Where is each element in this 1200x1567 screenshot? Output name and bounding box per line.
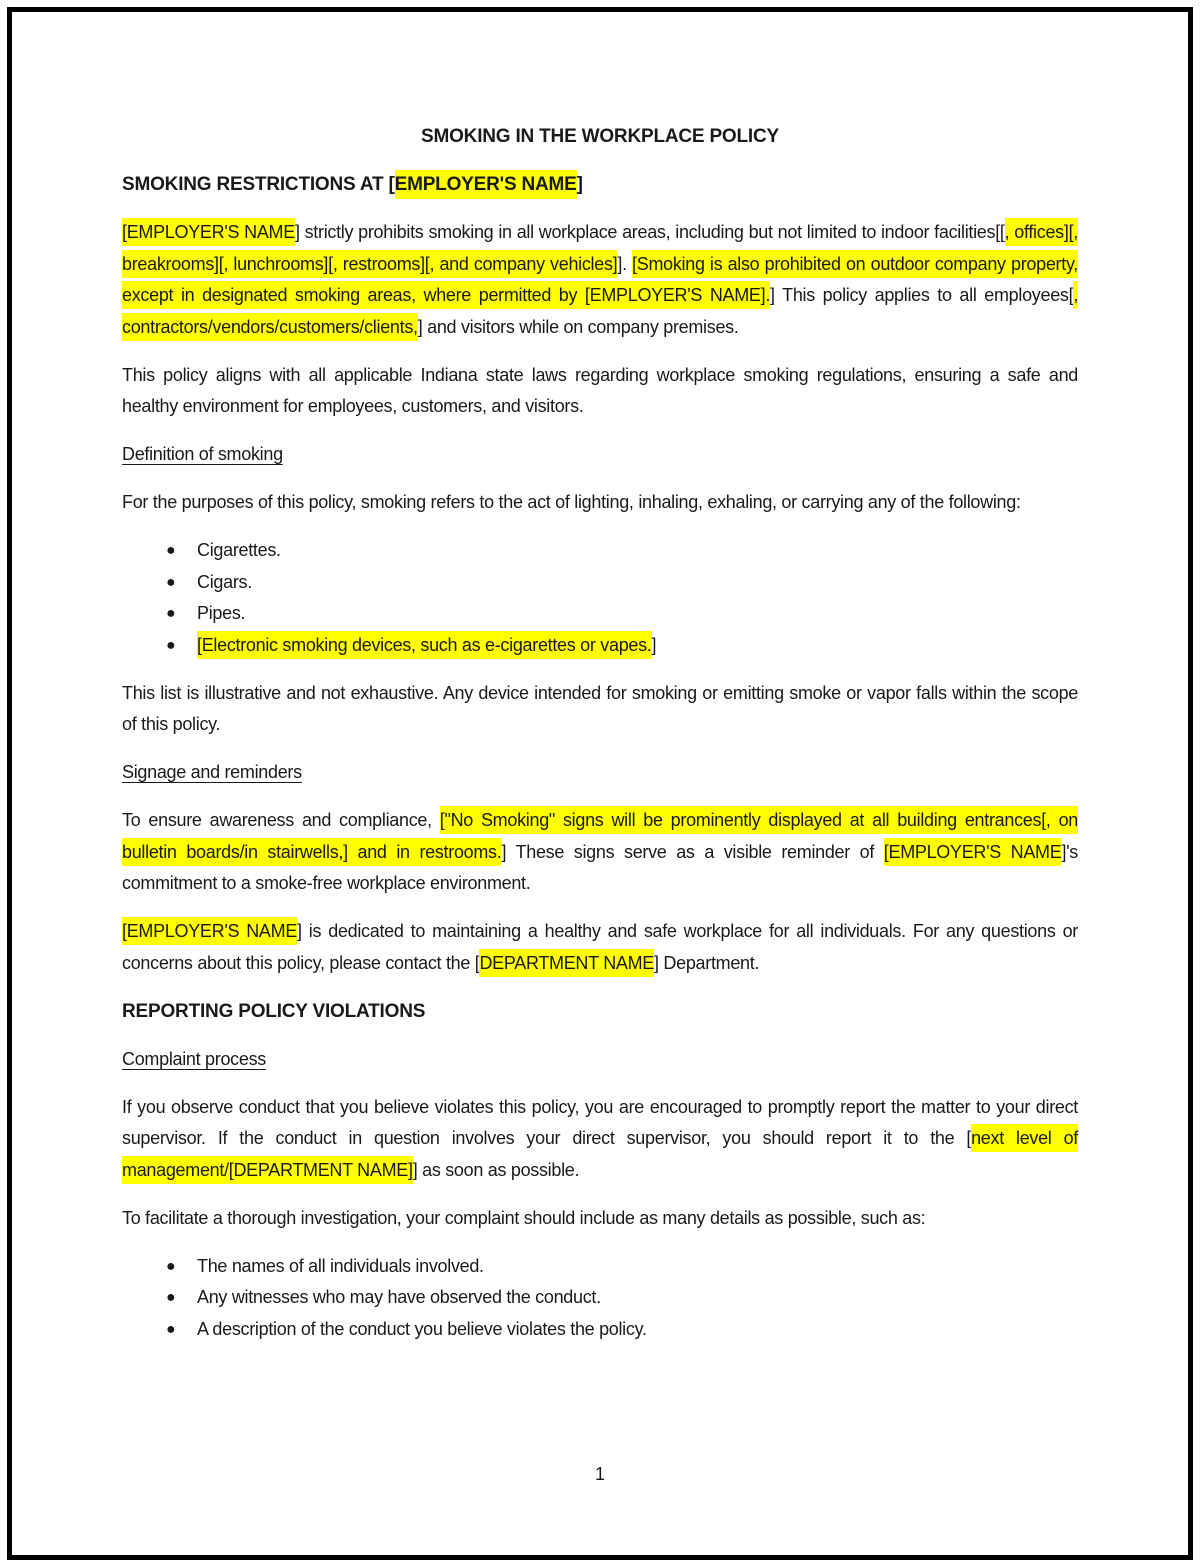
text-run: Cigarettes. <box>197 540 281 560</box>
text-run: To ensure awareness and compliance, <box>122 810 440 830</box>
highlighted-text: [Electronic smoking devices, such as e-cigarettes or vapes. <box>197 631 652 659</box>
text-run: ] This policy applies to all employees[ <box>770 285 1074 305</box>
text-run: Signage and reminders <box>122 762 302 782</box>
text-run: ] These signs serve as a visible reminder of <box>501 841 884 862</box>
text-run: ] <box>576 174 583 195</box>
highlighted-text: , contractors/vendors/customers/clients, <box>122 281 1078 341</box>
text-run: ] as soon as possible. <box>412 1159 580 1180</box>
paragraph <box>122 805 1078 900</box>
document-title <box>122 121 1078 153</box>
text-run: SMOKING IN THE WORKPLACE POLICY <box>421 126 779 147</box>
text-run: ] <box>651 634 657 655</box>
highlighted-text: [EMPLOYER'S NAME <box>122 917 297 945</box>
subsection-heading <box>122 1044 1078 1076</box>
bullet-list <box>122 1251 1078 1346</box>
bullet-icon: ● <box>166 1257 176 1275</box>
paragraph <box>122 916 1078 979</box>
bullet-item <box>122 598 1078 630</box>
bullet-icon: ● <box>166 1289 176 1306</box>
bullet-icon: ● <box>166 636 176 654</box>
text-run: ] strictly prohibits smoking in all workplace areas, including but not limited to indoor facilities[[ <box>294 222 1005 242</box>
paragraph <box>122 1092 1078 1187</box>
bullet-icon: ● <box>166 605 176 622</box>
paragraph <box>122 217 1078 343</box>
bullet-icon: ● <box>166 542 176 559</box>
bullet-text <box>197 1319 647 1339</box>
section-heading <box>122 996 1078 1028</box>
subsection-heading <box>122 757 1078 789</box>
bullet-icon: ● <box>166 1320 176 1338</box>
text-run: ] and visitors while on company premises. <box>417 316 739 337</box>
bullet-text <box>197 631 656 659</box>
text-run: For the purposes of this policy, smoking refers to the act of lighting, inhaling, exhaling, or carrying any of the following: <box>122 492 1021 512</box>
bullet-icon: ● <box>166 573 176 591</box>
text-run: Pipes. <box>197 603 246 623</box>
bullet-item <box>122 567 1078 599</box>
text-run: ] is dedicated to maintaining a healthy and safe workplace for all individuals. For any questions or concerns about this policy, please contact the [ <box>122 921 1078 973</box>
text-run: If you observe conduct that you believe violates this policy, you are encouraged to promptly report the matter to your direct supervisor. If the conduct in question involves your direct supervisor, you should report it to the [ <box>122 1096 1078 1148</box>
highlighted-text: [Smoking is also prohibited on outdoor company property, except in designated smoking areas, where permitted by [EMPLOYER'S NAME]. <box>122 250 1078 310</box>
paragraph <box>122 678 1078 741</box>
highlighted-text: EMPLOYER'S NAME <box>395 170 577 199</box>
page-footer <box>0 1459 1200 1491</box>
highlighted-text: ["No Smoking" signs will be prominently displayed at all building entrances[, on bulletin boards/in stairwells,] and in restrooms. <box>122 806 1078 866</box>
text-run: SMOKING RESTRICTIONS AT [ <box>122 174 395 195</box>
bullet-text <box>197 603 245 623</box>
bullet-text <box>197 540 281 560</box>
bullet-list <box>122 535 1078 661</box>
paragraph <box>122 360 1078 423</box>
text-run: The names of all individuals involved. <box>197 1255 484 1276</box>
text-run: Complaint process <box>122 1048 266 1069</box>
section-heading <box>122 169 1078 201</box>
text-run: ]'s commitment to a smoke-free workplace environment. <box>122 841 1079 893</box>
text-run: This policy aligns with all applicable Indiana state laws regarding workplace smoking regulations, ensuring a safe and healthy environment for employees, customers, and visitors. <box>122 364 1078 416</box>
highlighted-text: , offices][, breakrooms][, lunchrooms][, restrooms][, and company vehicles] <box>122 218 1078 278</box>
paragraph <box>122 487 1078 519</box>
bullet-item <box>122 1251 1078 1283</box>
text-run: A description of the conduct you believe violates the policy. <box>197 1318 647 1339</box>
paragraph <box>122 1203 1078 1235</box>
bullet-item <box>122 1314 1078 1346</box>
bullet-item <box>122 1282 1078 1314</box>
highlighted-text: [EMPLOYER'S NAME <box>884 838 1062 866</box>
bullet-item <box>122 630 1078 662</box>
text-run: Definition of smoking <box>122 444 283 464</box>
page-number: 1 <box>594 1464 605 1484</box>
text-run: To facilitate a thorough investigation, your complaint should include as many details as possible, such as: <box>122 1207 926 1228</box>
highlighted-text: DEPARTMENT NAME <box>479 949 654 977</box>
text-run: Any witnesses who may have observed the conduct. <box>197 1287 601 1307</box>
bullet-text <box>197 1287 601 1307</box>
text-run: This list is illustrative and not exhaustive. Any device intended for smoking or emitting smoke or vapor falls within the scope of this policy. <box>122 682 1078 734</box>
bullet-item <box>122 535 1078 567</box>
highlighted-text: next level of management/[DEPARTMENT NAME] <box>122 1124 1078 1184</box>
highlighted-text: [EMPLOYER'S NAME <box>122 218 295 246</box>
text-run: ]. <box>617 253 633 274</box>
text-run: ] Department. <box>654 952 760 973</box>
bullet-text <box>197 572 252 592</box>
bullet-text <box>197 1256 484 1276</box>
text-run: REPORTING POLICY VIOLATIONS <box>122 1000 426 1022</box>
subsection-heading <box>122 439 1078 471</box>
text-run: Cigars. <box>197 571 252 592</box>
